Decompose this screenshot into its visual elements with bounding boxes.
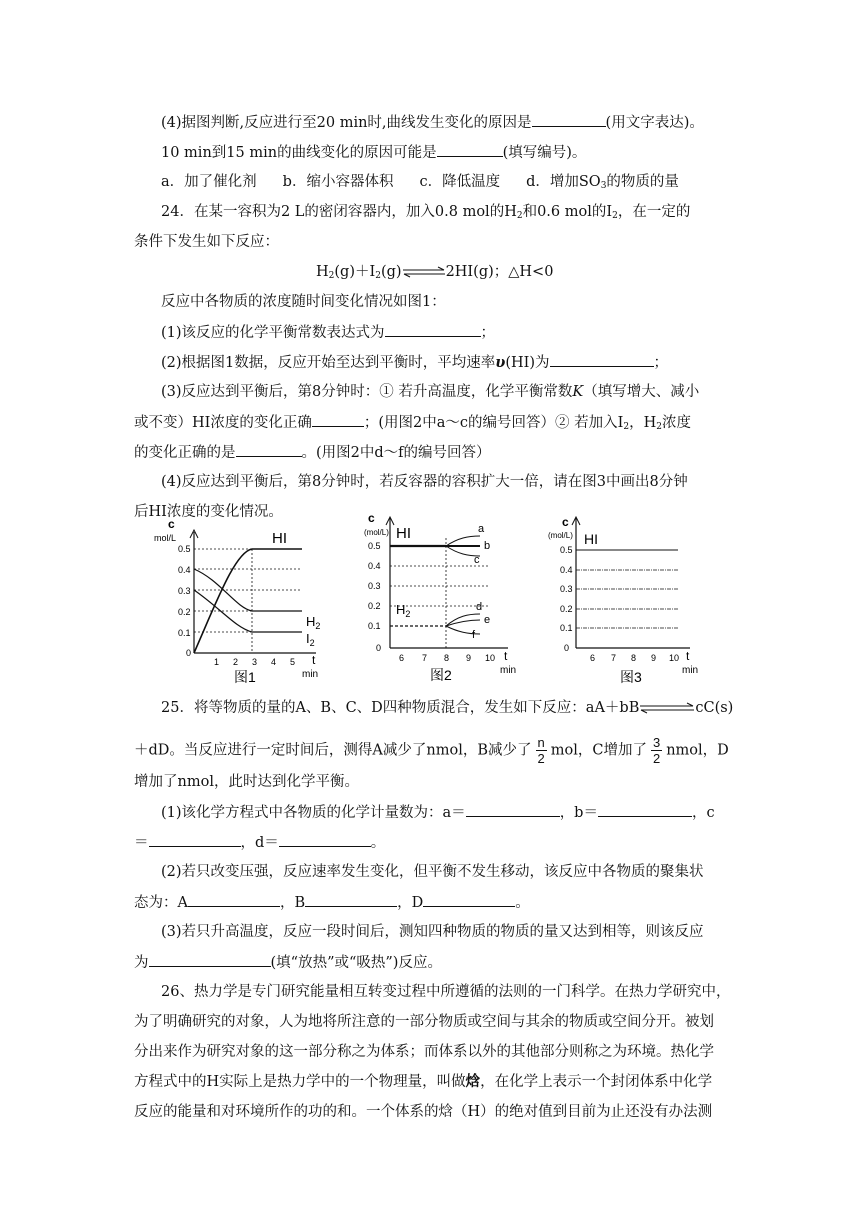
q24-p1: (1)该反应的化学平衡常数表达式为 ； [161,322,495,343]
fig2-h2-label: $H_2$ [396,602,411,619]
fig1-ytick: 0.2 [178,607,191,617]
fig2-hi-label: HI [396,525,411,542]
answer-blank[interactable] [385,322,481,337]
fig2-curve-a [446,536,480,546]
fig3-y-unit: (mol/L) [548,531,573,540]
fig2-curve-e [446,620,480,626]
q25-line2: ＋dD。当反应进行一定时间后，测得A减少了nmol，B减少了 $\frac{n}{2}$ mol，C增加了 $\frac{3}{2}$ nmol，D [134,735,729,766]
q24-p4-line2: 后HI浓度的变化情况。 [134,504,283,520]
q25-line1: 25．将等物质的量的A、B、C、D四种物质混合，发生如下反应：aA＋bB cC(s) [161,700,734,716]
figure-2 [360,508,535,688]
q24-intro-line1: 24．在某一容积为2 L的密闭容器内，加入0.8 mol的$H_2$和0.6 mol的$I_2$，在一定的 [161,204,691,221]
fraction-n-over-2: $\frac{n}{2}$ [537,735,545,766]
fraction-3-over-2: $\frac{3}{2}$ [652,735,661,766]
fig1-ytick: 0.1 [178,628,191,638]
fig3-xtick: 8 [631,653,637,663]
option-d: d．增加$SO_3$的物质的量 [526,174,679,191]
fig1-hi-label: HI [272,530,287,547]
q24-fig-intro: 反应中各物质的浓度随时间变化情况如图1： [161,294,446,310]
q24-p3-line2: 或不变）HI浓度的变化正确 ；(用图2中a～c的编号回答）② 若加入$I_2$，$H_2$浓度 [134,412,691,433]
answer-blank-d[interactable] [279,832,371,847]
option-a: a．加了催化剂 [161,174,257,190]
q24-p3-line1: (3)反应达到平衡后，第8分钟时：① 若升高温度，化学平衡常数K（填写增大、减小 [161,384,700,400]
fig3-ytick: 0.1 [560,623,573,633]
fig1-h2-label: $H_2$ [306,614,321,631]
fig2-xtick: 6 [399,653,405,663]
q23-p4-line1: (4)据图判断,反应进行至20 min时,曲线发生变化的原因是 (用文字表达)。 [161,112,704,133]
fig3-x-unit: min [682,665,699,676]
fig1-xtick: 1 [214,657,220,667]
fig2-ytick: 0 [376,643,382,653]
q26-line3: 分出来作为研究对象的这一部分称之为体系；而体系以外的其他部分则称之为环境。热化学 [134,1044,714,1060]
fig2-y-label: c [368,511,375,525]
q25-p1-line1: (1)该化学方程式中各物质的化学计量数为：a＝ ，b＝ ，c [161,802,715,823]
fig2-x-unit: min [500,665,517,676]
q25-p2-line2: 态为：A ，B ，D 。 [134,892,530,913]
figure-1 [150,508,340,688]
q26-line5: 反应的能量和对环境所作的功的和。一个体系的焓（H）的绝对值到目前为止还没有办法测 [134,1104,713,1120]
fig2-ytick: 0.2 [368,601,381,611]
fig1-y-unit: mol/L [154,533,177,543]
fig2-xtick: 10 [485,653,496,663]
fig2-xtick: 8 [444,653,450,663]
answer-blank-state-a[interactable] [188,892,280,907]
answer-blank-c[interactable] [149,832,241,847]
fig2-label-c: c [474,554,480,566]
fig2-xtick: 9 [466,653,472,663]
fig3-x-label: t [686,649,690,663]
answer-blank[interactable] [550,352,654,367]
q25-p2-line1: (2)若只改变压强，反应速率发生变化，但平衡不发生移动，该反应中各物质的聚集状 [161,864,704,880]
q24-p2: (2)根据图1数据，反应开始至达到平衡时，平均速率υ(HI)为 ； [161,354,669,371]
fig3-ytick: 0.4 [560,565,573,575]
fig1-ytick: 0 [186,648,192,658]
fig2-label-e: e [484,614,491,626]
fig3-ytick: 0.2 [560,604,573,614]
fig3-ytick: 0 [564,643,570,653]
q24-intro-line2: 条件下发生如下反应： [134,234,279,250]
fig2-ytick: 0.3 [368,581,381,591]
fig3-xtick: 10 [669,653,680,663]
q26-line4: 方程式中的H实际上是热力学中的一个物理量，叫做焓，在化学上表示一个封闭体系中化学 [134,1073,713,1090]
fig3-xtick: 6 [590,653,596,663]
fig2-ytick: 0.1 [368,621,381,631]
fig1-ytick: 0.3 [178,586,191,596]
figure-3 [548,508,723,688]
equilibrium-arrow-icon [402,266,446,278]
q25-p3-line1: (3)若只升高温度，反应一段时间后，测知四种物质的物质的量又达到相等，则该反应 [161,924,704,940]
fig1-caption: 图1 [234,669,256,685]
fig1-y-label: c [168,517,175,531]
fig1-ytick: 0.4 [178,565,191,575]
q26-line2: 为了明确研究的对象，人为地将所注意的一部分物质或空间与其余的物质或空间分开。被划 [134,1014,714,1030]
answer-blank-a[interactable] [466,802,560,817]
option-b: b．缩小容器体积 [282,174,394,190]
fig1-xtick: 4 [271,657,277,667]
q24-equation: $H_2(g)+I_2(g)$ 2HI(g)；△H<0 [316,264,554,281]
fig1-xtick: 3 [252,657,258,667]
answer-blank[interactable] [437,142,503,157]
fig2-caption: 图2 [430,667,452,683]
q26-line1: 26、热力学是专门研究能量相互转变过程中所遵循的法则的一门科学。在热力学研究中， [161,984,731,1000]
fig3-xtick: 9 [651,653,657,663]
fig2-label-d: d [476,601,483,613]
fig3-xtick: 7 [611,653,617,663]
q25-p1-line2: ＝ ，d＝ 。 [134,832,385,853]
option-c: c．降低温度 [419,174,501,190]
equilibrium-arrow-icon [639,702,695,714]
fig1-xtick: 2 [233,657,239,667]
fig3-y-label: c [562,515,569,529]
answer-blank-b[interactable] [598,802,692,817]
fig2-ytick: 0.4 [368,561,381,571]
fig2-x-label: t [504,649,508,663]
fig3-ytick: 0.3 [560,584,573,594]
fig1-x-label: t [312,653,316,667]
fig2-xtick: 7 [422,653,428,663]
q25-p3-line2: 为 (填“放热”或“吸热”)反应。 [134,952,442,973]
answer-blank-state-b[interactable] [305,892,397,907]
fig2-y-unit: (mol/L) [364,528,389,537]
fig3-caption: 图3 [620,669,642,685]
fig2-ytick: 0.5 [368,541,381,551]
fig3-hi-label: HI [584,531,598,547]
answer-blank[interactable] [149,952,271,967]
q23-options [161,172,679,192]
answer-blank[interactable] [532,112,606,127]
fig1-curve-hi [194,549,302,653]
fig1-xtick: 5 [290,657,296,667]
answer-blank-state-d[interactable] [423,892,515,907]
fig2-label-a: a [478,523,485,535]
fig1-ytick: 0.5 [178,544,191,554]
fig2-label-f: f [472,629,476,641]
answer-blank[interactable] [312,412,364,427]
q25-line3: 增加了nmol，此时达到化学平衡。 [134,774,359,790]
q24-p3-line3: 的变化正确的是 。(用图2中d～f的编号回答） [134,442,491,463]
q23-p4-line2: 10 min到15 min的曲线变化的原因可能是 (填写编号)。 [161,142,586,163]
answer-blank[interactable] [236,442,302,457]
q24-p4-line1: (4)反应达到平衡后，第8分钟时，若反容器的容积扩大一倍，请在图3中画出8分钟 [161,474,688,490]
fig3-ytick: 0.5 [560,545,573,555]
fig1-i2-label: $I_2$ [306,631,315,648]
fig1-x-unit: min [302,669,319,680]
fig2-label-b: b [484,540,491,552]
